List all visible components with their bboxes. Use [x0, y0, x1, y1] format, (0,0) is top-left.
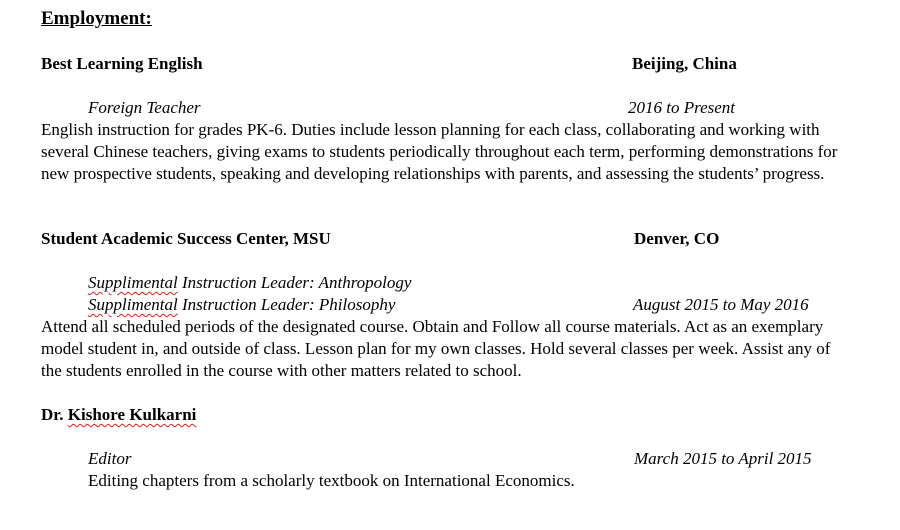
- job-3-description: Editing chapters from a scholarly textbook on International Economics.: [88, 471, 575, 490]
- job-2-description: Attend all scheduled periods of the designated course. Obtain and Follow all course materials. Act as an exemplary model student in, and outside of class. Lesson plan for my own classes. Hold several classes per week. Assist any of the students enrolled in the course with other matters related to school.: [41, 317, 831, 380]
- job-3-dates: March 2015 to April 2015: [634, 449, 812, 468]
- misspelled-word[interactable]: Supplimental: [88, 295, 178, 314]
- job-2-role-1: Supplimental Instruction Leader: Anthropology: [88, 273, 412, 292]
- job-1-dates: 2016 to Present: [628, 98, 736, 117]
- job-1-description: English instruction for grades PK-6. Duties include lesson planning for each class, collaborating and working with several Chinese teachers, giving exams to students periodically throughout each term, performing demonstrations for new prospective students, speaking and developing relationships with parents, and assessing the students’ progress.: [41, 120, 838, 183]
- job-1-location: Beijing, China: [632, 54, 737, 73]
- job-2-dates: August 2015 to May 2016: [633, 295, 809, 314]
- job-2-role-2: Supplimental Instruction Leader: Philosophy: [88, 295, 396, 314]
- misspelled-word[interactable]: Supplimental: [88, 273, 178, 292]
- job-3-organization: Dr. Kishore Kulkarni: [41, 405, 197, 424]
- job-2-organization: Student Academic Success Center, MSU: [41, 229, 331, 248]
- job-1-organization: Best Learning English: [41, 54, 203, 73]
- job-2-location: Denver, CO: [634, 229, 720, 248]
- section-heading-employment: Employment:: [41, 8, 152, 29]
- misspelled-word[interactable]: Kishore Kulkarni: [67, 405, 197, 424]
- job-3-role: Editor: [88, 449, 132, 468]
- job-1-role: Foreign Teacher: [88, 98, 201, 117]
